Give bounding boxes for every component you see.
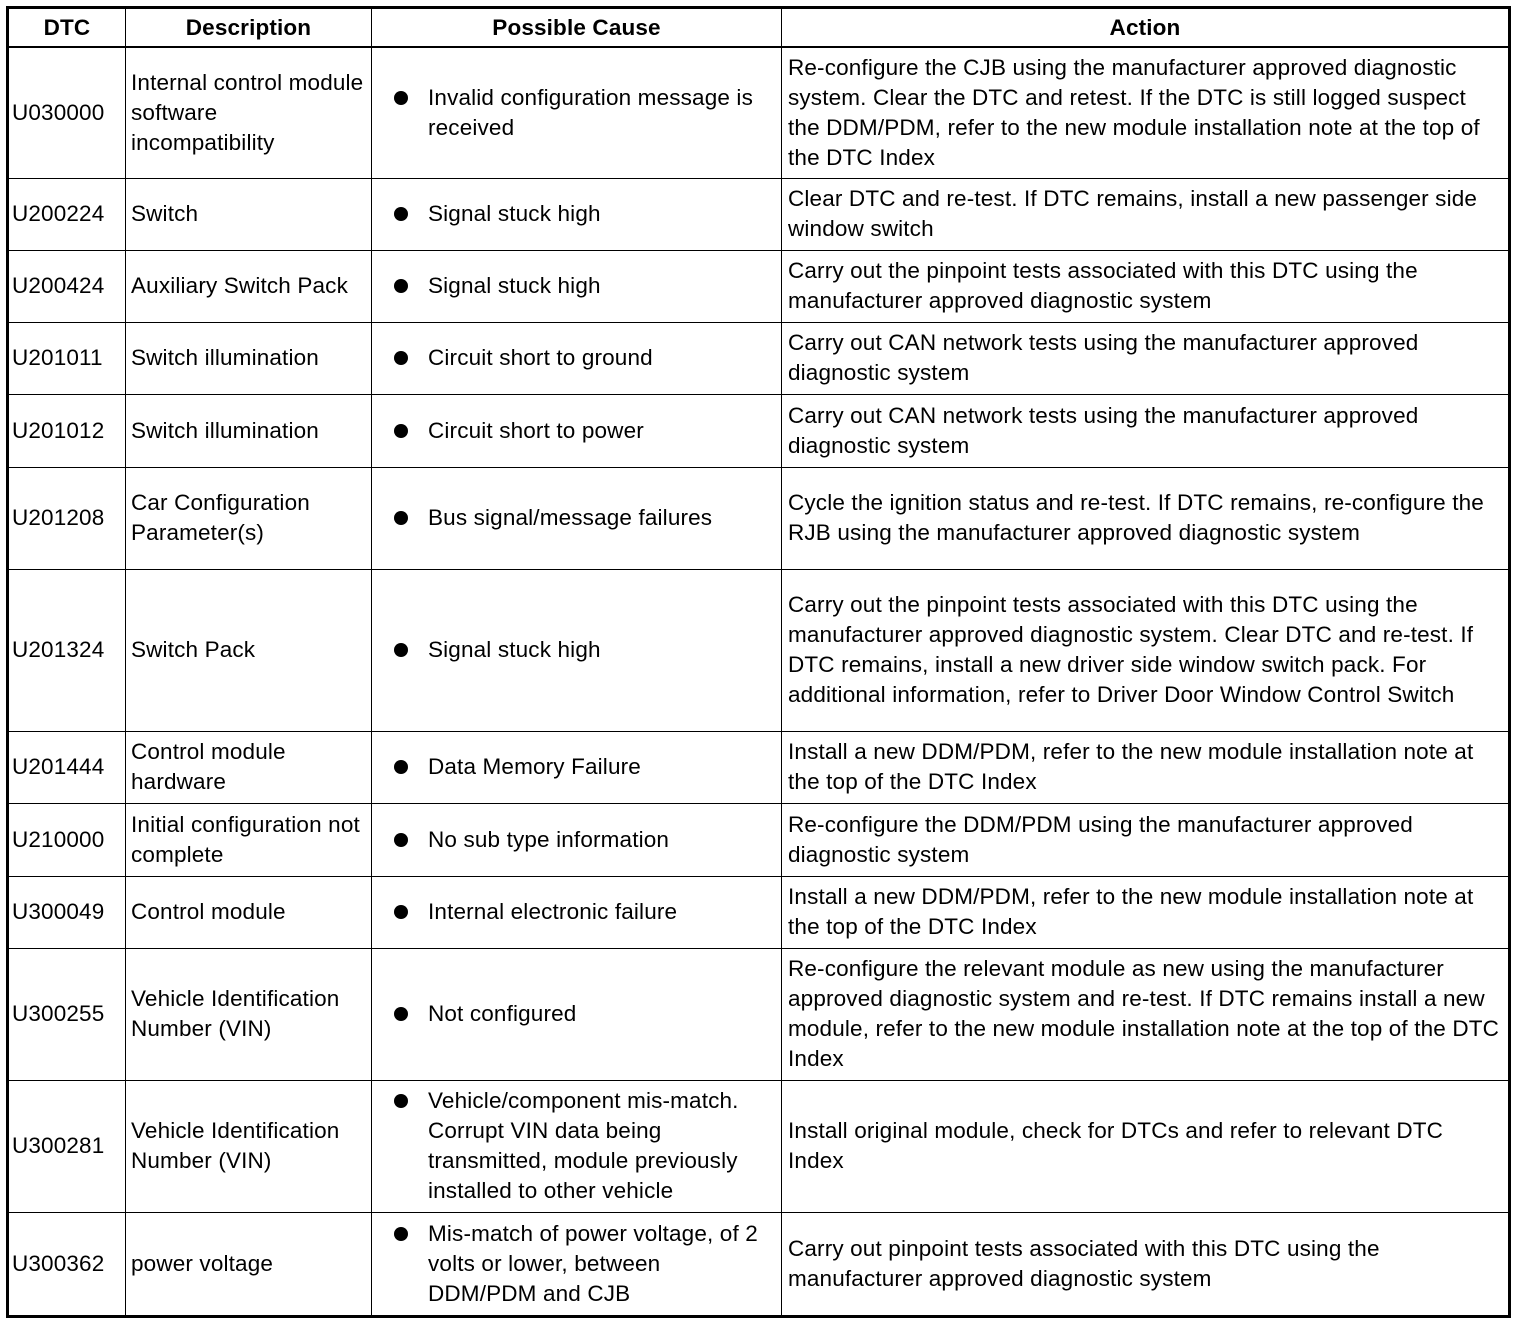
possible-cause-text: Signal stuck high <box>428 273 601 298</box>
possible-cause-cell <box>372 250 782 322</box>
possible-cause-item <box>391 1086 775 1206</box>
dtc-action: Carry out CAN network tests using the manufacturer approved diagnostic system <box>782 394 1510 467</box>
dtc-action: Re-configure the CJB using the manufacturer approved diagnostic system. Clear the DTC and retest. If the DTC is still logged suspect the DDM/PDM, refer to the new module installation note at the top of the DTC Index <box>782 47 1510 178</box>
dtc-code: U201324 <box>8 569 126 731</box>
possible-cause-list <box>391 343 775 373</box>
dtc-action: Carry out the pinpoint tests associated with this DTC using the manufacturer approved diagnostic system. Clear DTC and re-test. If DTC remains, install a new driver side window switch pack. For additional information, refer to Driver Door Window Control Switch <box>782 569 1510 731</box>
possible-cause-cell <box>372 47 782 178</box>
possible-cause-list <box>391 199 775 229</box>
bullet-icon <box>394 207 408 221</box>
dtc-action: Carry out CAN network tests using the manufacturer approved diagnostic system <box>782 322 1510 394</box>
possible-cause-list <box>391 271 775 301</box>
possible-cause-text: Signal stuck high <box>428 637 601 662</box>
header-action: Action <box>782 8 1510 48</box>
dtc-code: U201208 <box>8 467 126 569</box>
possible-cause-item <box>391 503 775 533</box>
bullet-icon <box>394 1227 408 1241</box>
table-row <box>8 394 1510 467</box>
possible-cause-cell <box>372 1212 782 1316</box>
dtc-description: Vehicle Identification Number (VIN) <box>126 1080 372 1212</box>
dtc-description: Switch illumination <box>126 394 372 467</box>
dtc-action: Install a new DDM/PDM, refer to the new module installation note at the top of the DTC Index <box>782 876 1510 948</box>
dtc-code: U210000 <box>8 803 126 876</box>
possible-cause-item <box>391 999 775 1029</box>
possible-cause-cell <box>372 948 782 1080</box>
header-dtc: DTC <box>8 8 126 48</box>
table-row <box>8 1080 1510 1212</box>
possible-cause-text: Mis-match of power voltage, of 2 volts or lower, between DDM/PDM and CJB <box>428 1220 758 1306</box>
header-possible-cause: Possible Cause <box>372 8 782 48</box>
dtc-action: Carry out pinpoint tests associated with this DTC using the manufacturer approved diagnostic system <box>782 1212 1510 1316</box>
possible-cause-item <box>391 897 775 927</box>
possible-cause-cell <box>372 731 782 803</box>
table-row <box>8 569 1510 731</box>
possible-cause-item <box>391 343 775 373</box>
bullet-icon <box>394 351 408 365</box>
possible-cause-item <box>391 635 775 665</box>
possible-cause-item <box>391 416 775 446</box>
dtc-description: Control module <box>126 876 372 948</box>
possible-cause-item <box>391 271 775 301</box>
dtc-description: Control module hardware <box>126 731 372 803</box>
table-row <box>8 731 1510 803</box>
table-row <box>8 876 1510 948</box>
possible-cause-list <box>391 635 775 665</box>
dtc-action: Re-configure the relevant module as new using the manufacturer approved diagnostic system and re-test. If DTC remains install a new module, refer to the new module installation note at the top of the DTC Index <box>782 948 1510 1080</box>
table-row <box>8 178 1510 250</box>
dtc-code: U200424 <box>8 250 126 322</box>
possible-cause-list <box>391 752 775 782</box>
possible-cause-text: Circuit short to ground <box>428 345 653 370</box>
bullet-icon <box>394 424 408 438</box>
possible-cause-item <box>391 199 775 229</box>
dtc-action: Cycle the ignition status and re-test. If DTC remains, re-configure the RJB using the manufacturer approved diagnostic system <box>782 467 1510 569</box>
bullet-icon <box>394 279 408 293</box>
dtc-action: Carry out the pinpoint tests associated with this DTC using the manufacturer approved diagnostic system <box>782 250 1510 322</box>
table-body <box>8 47 1510 1316</box>
table-row <box>8 47 1510 178</box>
dtc-table <box>6 6 1511 1318</box>
possible-cause-list <box>391 83 775 143</box>
possible-cause-text: Not configured <box>428 1001 577 1026</box>
possible-cause-list <box>391 999 775 1029</box>
dtc-description: Switch Pack <box>126 569 372 731</box>
possible-cause-cell <box>372 803 782 876</box>
possible-cause-cell <box>372 178 782 250</box>
possible-cause-list <box>391 416 775 446</box>
possible-cause-text: Circuit short to power <box>428 417 644 443</box>
bullet-icon <box>394 91 408 105</box>
possible-cause-list <box>391 825 775 855</box>
dtc-code: U201011 <box>8 322 126 394</box>
dtc-code: U300049 <box>8 876 126 948</box>
possible-cause-cell <box>372 467 782 569</box>
dtc-code: U200224 <box>8 178 126 250</box>
possible-cause-cell <box>372 1080 782 1212</box>
table-row <box>8 1212 1510 1316</box>
table-row <box>8 803 1510 876</box>
dtc-action: Install a new DDM/PDM, refer to the new module installation note at the top of the DTC Index <box>782 731 1510 803</box>
bullet-icon <box>394 905 408 919</box>
table-row <box>8 467 1510 569</box>
dtc-description: Switch <box>126 178 372 250</box>
possible-cause-text: Signal stuck high <box>428 201 601 226</box>
possible-cause-item <box>391 825 775 855</box>
dtc-action: Clear DTC and re-test. If DTC remains, install a new passenger side window switch <box>782 178 1510 250</box>
dtc-code: U201012 <box>8 394 126 467</box>
table-row <box>8 250 1510 322</box>
possible-cause-text: Invalid configuration message is received <box>428 84 753 140</box>
dtc-description: Internal control module software incompatibility <box>126 47 372 178</box>
possible-cause-list <box>391 503 775 533</box>
dtc-code: U300255 <box>8 948 126 1080</box>
bullet-icon <box>394 760 408 774</box>
dtc-description: Car Configuration Parameter(s) <box>126 467 372 569</box>
table-row <box>8 948 1510 1080</box>
dtc-description: power voltage <box>126 1212 372 1316</box>
bullet-icon <box>394 511 408 525</box>
bullet-icon <box>394 833 408 847</box>
dtc-action: Re-configure the DDM/PDM using the manufacturer approved diagnostic system <box>782 803 1510 876</box>
dtc-code: U300362 <box>8 1212 126 1316</box>
header-row <box>8 8 1510 48</box>
possible-cause-text: Vehicle/component mis-match. Corrupt VIN data being transmitted, module previously installed to other vehicle <box>428 1088 739 1203</box>
possible-cause-text: Data Memory Failure <box>428 754 641 779</box>
possible-cause-item <box>391 83 775 143</box>
dtc-code: U300281 <box>8 1080 126 1212</box>
table-row <box>8 322 1510 394</box>
dtc-description: Auxiliary Switch Pack <box>126 250 372 322</box>
dtc-description: Switch illumination <box>126 322 372 394</box>
dtc-code: U030000 <box>8 47 126 178</box>
bullet-icon <box>394 643 408 657</box>
possible-cause-text: Bus signal/message failures <box>428 505 713 530</box>
possible-cause-list <box>391 1086 775 1206</box>
possible-cause-item <box>391 1219 775 1309</box>
possible-cause-list <box>391 1219 775 1309</box>
bullet-icon <box>394 1094 408 1108</box>
possible-cause-item <box>391 752 775 782</box>
possible-cause-cell <box>372 322 782 394</box>
possible-cause-list <box>391 897 775 927</box>
bullet-icon <box>394 1007 408 1021</box>
header-description: Description <box>126 8 372 48</box>
dtc-description: Initial configuration not complete <box>126 803 372 876</box>
possible-cause-cell <box>372 569 782 731</box>
possible-cause-text: No sub type information <box>428 826 670 852</box>
possible-cause-cell <box>372 876 782 948</box>
dtc-action: Install original module, check for DTCs and refer to relevant DTC Index <box>782 1080 1510 1212</box>
dtc-description: Vehicle Identification Number (VIN) <box>126 948 372 1080</box>
possible-cause-cell <box>372 394 782 467</box>
dtc-code: U201444 <box>8 731 126 803</box>
possible-cause-text: Internal electronic failure <box>428 899 678 924</box>
